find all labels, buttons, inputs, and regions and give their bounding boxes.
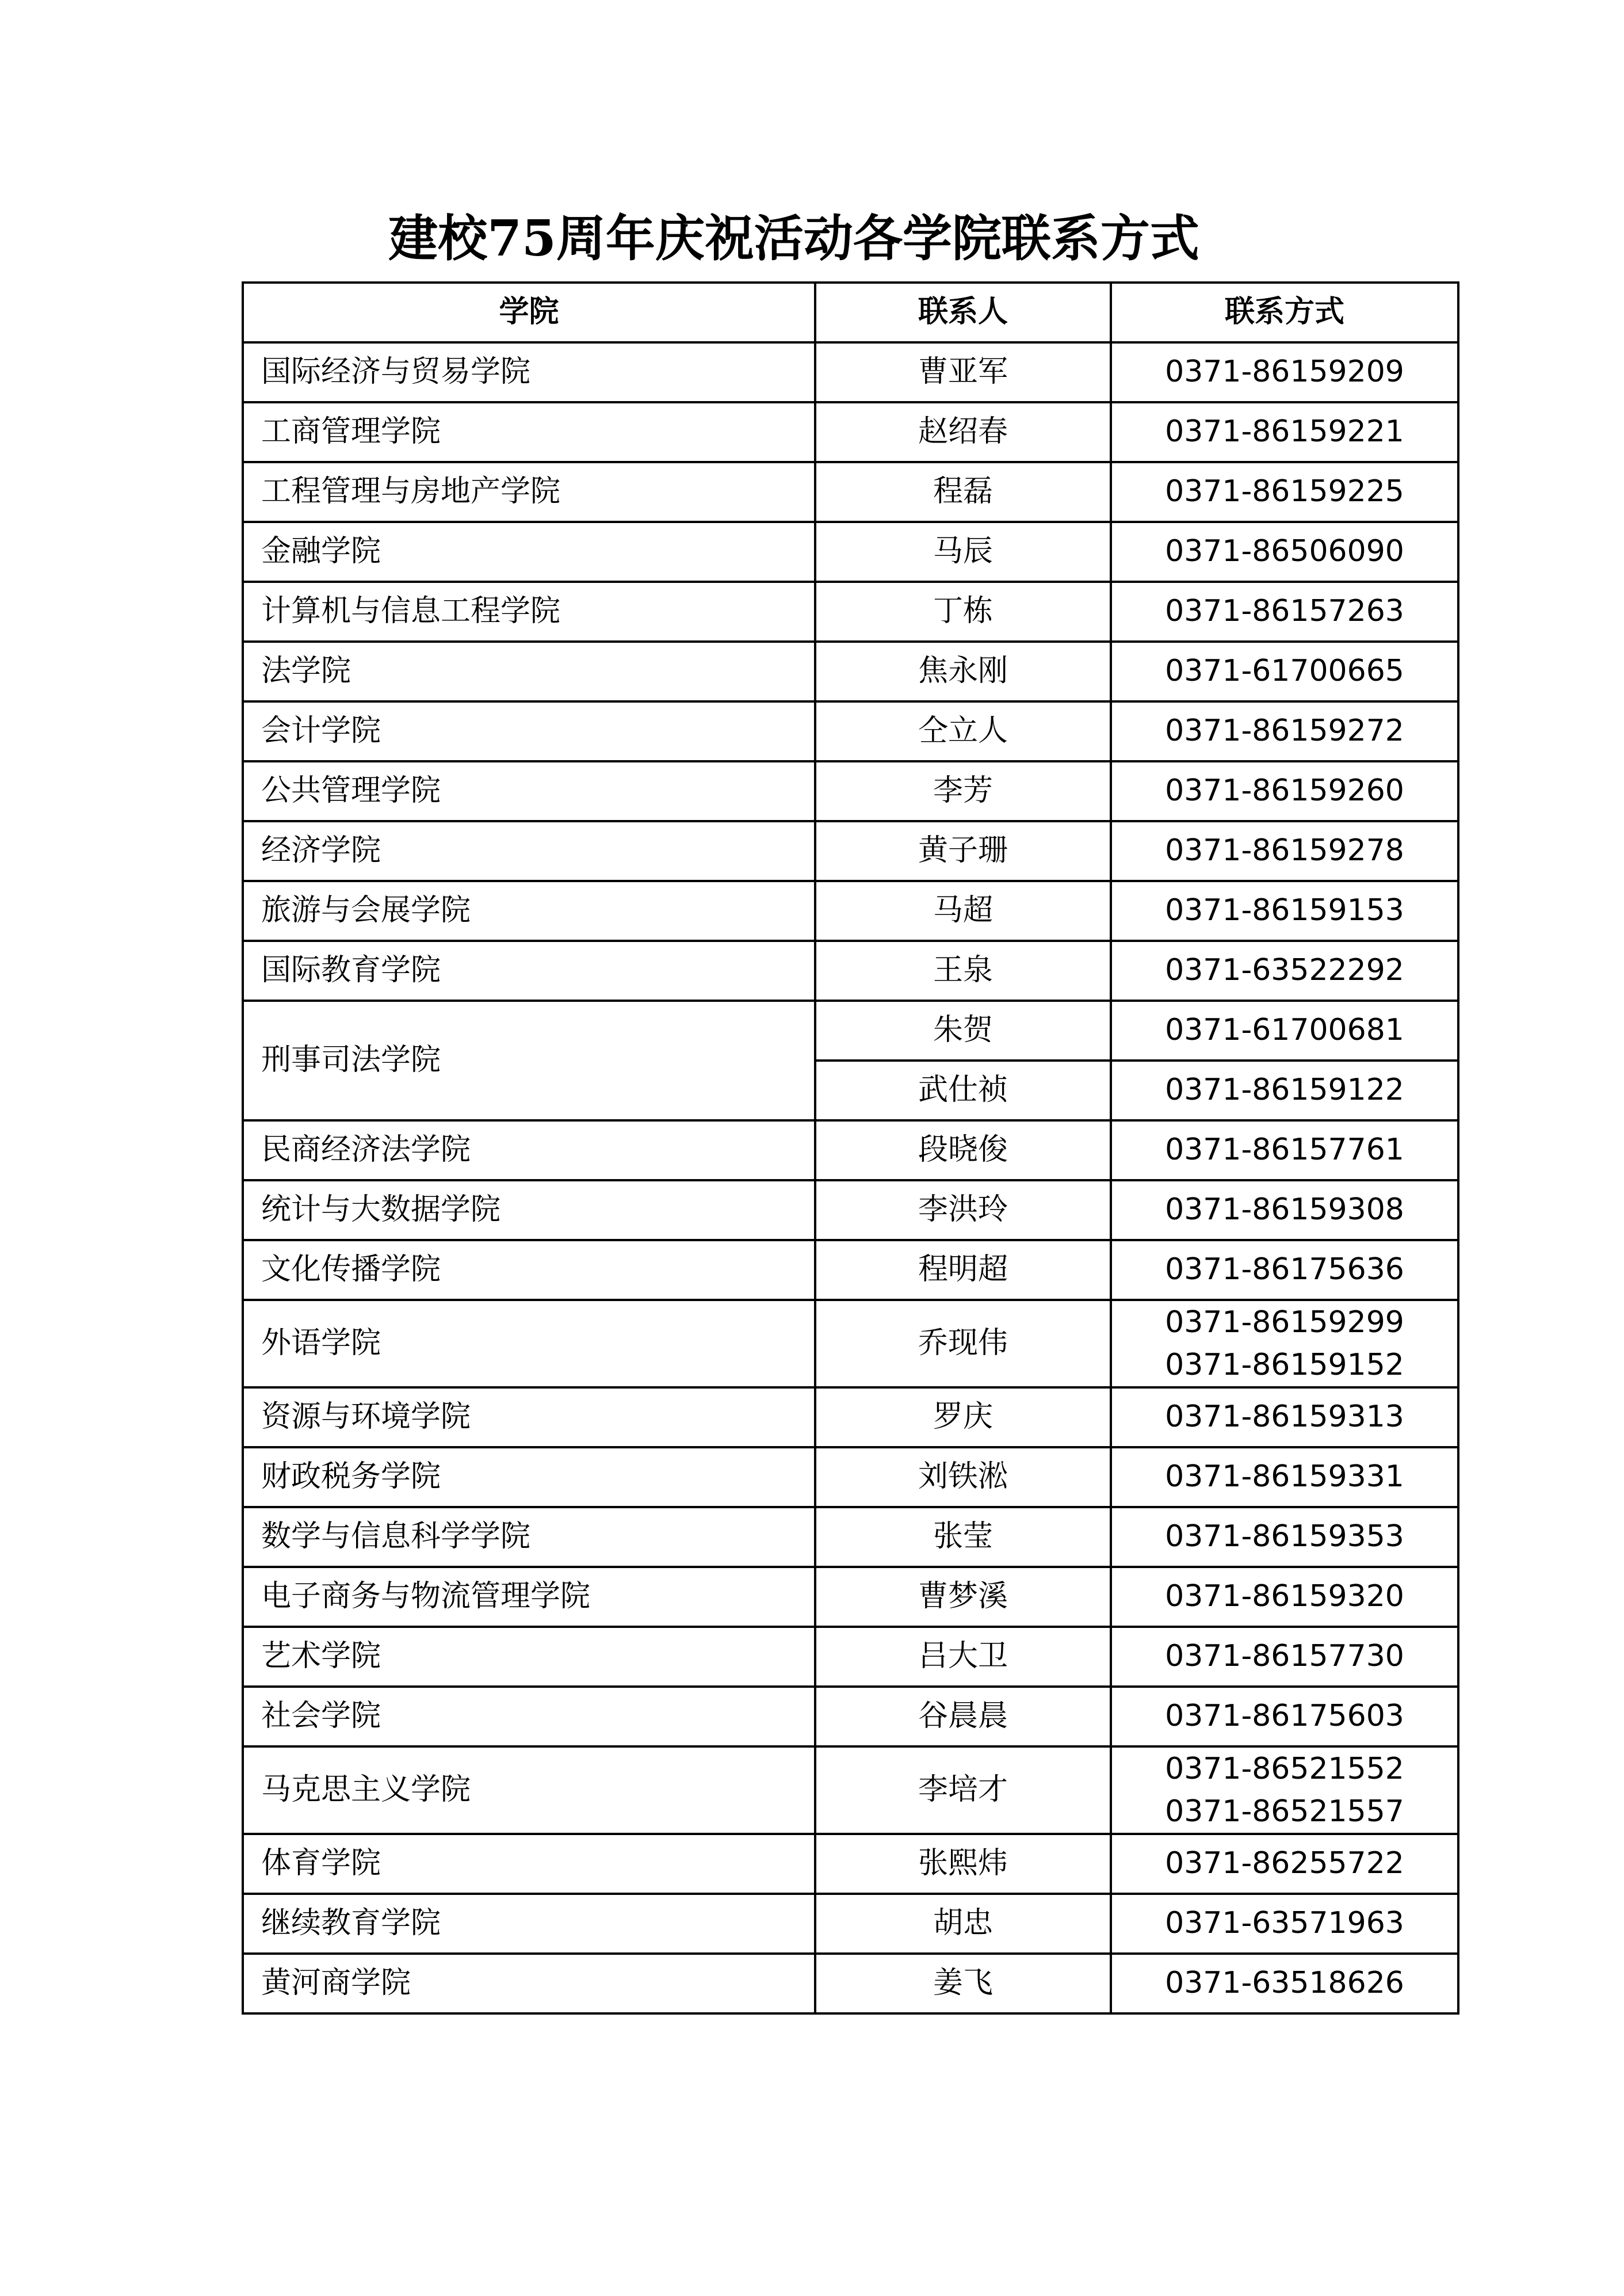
table-row <box>243 522 1458 582</box>
table-row <box>243 642 1458 701</box>
contact-person: 朱贺 <box>815 1001 1111 1061</box>
phone-number: 0371-86157761 <box>1111 1120 1458 1180</box>
table-row <box>243 1240 1458 1300</box>
phone-number: 0371-86159209 <box>1111 342 1458 402</box>
header-college: 学院 <box>243 283 815 342</box>
phone-number: 0371-63571963 <box>1111 1894 1458 1954</box>
table-row <box>243 1746 1458 1834</box>
contact-person: 马超 <box>815 881 1111 941</box>
phone-number: 0371-86159225 <box>1111 462 1458 522</box>
phone-number: 0371-61700665 <box>1111 642 1458 701</box>
page-title: 建校75周年庆祝活动各学院联系方式 <box>388 209 1199 268</box>
college-name: 数学与信息科学学院 <box>243 1507 815 1567</box>
contact-person: 曹亚军 <box>815 342 1111 402</box>
table-row <box>243 1447 1458 1507</box>
contact-person: 程磊 <box>815 462 1111 522</box>
table-header-row <box>243 283 1458 342</box>
contact-person: 罗庆 <box>815 1387 1111 1447</box>
phone-number: 0371-63522292 <box>1111 941 1458 1001</box>
college-name: 统计与大数据学院 <box>243 1180 815 1240</box>
contact-person: 赵绍春 <box>815 402 1111 462</box>
phone-number: 0371-86159308 <box>1111 1180 1458 1240</box>
college-name: 旅游与会展学院 <box>243 881 815 941</box>
college-name: 电子商务与物流管理学院 <box>243 1567 815 1627</box>
contact-person: 张熙炜 <box>815 1834 1111 1894</box>
phone-number: 0371-86159353 <box>1111 1507 1458 1567</box>
college-name: 黄河商学院 <box>243 1954 815 2013</box>
contact-person-secondary: 武仕祯 <box>815 1061 1111 1120</box>
table-row <box>243 1120 1458 1180</box>
contact-person: 段晓俊 <box>815 1120 1111 1180</box>
phone-number: 0371-86159313 <box>1111 1387 1458 1447</box>
table-row <box>243 1300 1458 1387</box>
table-row <box>243 701 1458 761</box>
phone-number: 0371-86157730 <box>1111 1627 1458 1687</box>
header-contact: 联系人 <box>815 283 1111 342</box>
college-name: 艺术学院 <box>243 1627 815 1687</box>
contacts-table <box>242 281 1459 2015</box>
college-name: 马克思主义学院 <box>243 1746 815 1834</box>
college-name: 继续教育学院 <box>243 1894 815 1954</box>
table-row <box>243 342 1458 402</box>
college-name: 体育学院 <box>243 1834 815 1894</box>
header-phone: 联系方式 <box>1111 283 1458 342</box>
phone-number: 0371-86159272 <box>1111 701 1458 761</box>
college-name: 工程管理与房地产学院 <box>243 462 815 522</box>
phone-number: 0371-86521552 <box>1165 1752 1404 1786</box>
contact-person: 李芳 <box>815 761 1111 821</box>
contact-person: 李培才 <box>815 1746 1111 1834</box>
contact-person: 李洪玲 <box>815 1180 1111 1240</box>
college-name: 社会学院 <box>243 1687 815 1746</box>
phone-numbers <box>1111 1746 1458 1834</box>
contact-person: 丁栋 <box>815 582 1111 642</box>
college-name: 国际教育学院 <box>243 941 815 1001</box>
college-name: 金融学院 <box>243 522 815 582</box>
contact-person: 王泉 <box>815 941 1111 1001</box>
contact-person: 乔现伟 <box>815 1300 1111 1387</box>
table-row <box>243 1001 1458 1061</box>
contact-person: 姜飞 <box>815 1954 1111 2013</box>
phone-number-secondary: 0371-86159122 <box>1111 1061 1458 1120</box>
table-row <box>243 1834 1458 1894</box>
contact-person: 刘铁淞 <box>815 1447 1111 1507</box>
contact-person: 谷晨晨 <box>815 1687 1111 1746</box>
college-name: 文化传播学院 <box>243 1240 815 1300</box>
table-row <box>243 941 1458 1001</box>
contact-person: 马辰 <box>815 522 1111 582</box>
phone-number: 0371-86175636 <box>1111 1240 1458 1300</box>
table-row <box>243 821 1458 881</box>
table-row <box>243 402 1458 462</box>
phone-number: 0371-86159331 <box>1111 1447 1458 1507</box>
table-row <box>243 1387 1458 1447</box>
college-name: 工商管理学院 <box>243 402 815 462</box>
table-row <box>243 1567 1458 1627</box>
table-row <box>243 1687 1458 1746</box>
table-row <box>243 1507 1458 1567</box>
table-row <box>243 881 1458 941</box>
table-row <box>243 761 1458 821</box>
contact-person: 曹梦溪 <box>815 1567 1111 1627</box>
contact-person: 焦永刚 <box>815 642 1111 701</box>
contact-person: 黄子珊 <box>815 821 1111 881</box>
college-name: 资源与环境学院 <box>243 1387 815 1447</box>
phone-numbers <box>1111 1300 1458 1387</box>
contact-person: 胡忠 <box>815 1894 1111 1954</box>
table-row <box>243 1180 1458 1240</box>
college-name: 公共管理学院 <box>243 761 815 821</box>
college-name: 国际经济与贸易学院 <box>243 342 815 402</box>
phone-number: 0371-63518626 <box>1111 1954 1458 2013</box>
table-row <box>243 582 1458 642</box>
table-row <box>243 1954 1458 2013</box>
college-name: 刑事司法学院 <box>243 1001 815 1120</box>
table-row <box>243 462 1458 522</box>
table-row <box>243 1894 1458 1954</box>
contact-person: 程明超 <box>815 1240 1111 1300</box>
contact-person: 吕大卫 <box>815 1627 1111 1687</box>
phone-number: 0371-86175603 <box>1111 1687 1458 1746</box>
phone-number: 0371-61700681 <box>1111 1001 1458 1061</box>
phone-number-secondary: 0371-86521557 <box>1165 1794 1404 1829</box>
phone-number: 0371-86159153 <box>1111 881 1458 941</box>
college-name: 法学院 <box>243 642 815 701</box>
phone-number: 0371-86159221 <box>1111 402 1458 462</box>
college-name: 计算机与信息工程学院 <box>243 582 815 642</box>
phone-number: 0371-86255722 <box>1111 1834 1458 1894</box>
phone-number: 0371-86159320 <box>1111 1567 1458 1627</box>
phone-number: 0371-86159260 <box>1111 761 1458 821</box>
college-name: 经济学院 <box>243 821 815 881</box>
table-row <box>243 1627 1458 1687</box>
contact-person: 仝立人 <box>815 701 1111 761</box>
college-name: 外语学院 <box>243 1300 815 1387</box>
phone-number: 0371-86506090 <box>1111 522 1458 582</box>
phone-number-secondary: 0371-86159152 <box>1165 1348 1404 1382</box>
phone-number: 0371-86159299 <box>1165 1305 1404 1340</box>
college-name: 财政税务学院 <box>243 1447 815 1507</box>
college-name: 民商经济法学院 <box>243 1120 815 1180</box>
phone-number: 0371-86157263 <box>1111 582 1458 642</box>
college-name: 会计学院 <box>243 701 815 761</box>
phone-number: 0371-86159278 <box>1111 821 1458 881</box>
contact-person: 张莹 <box>815 1507 1111 1567</box>
